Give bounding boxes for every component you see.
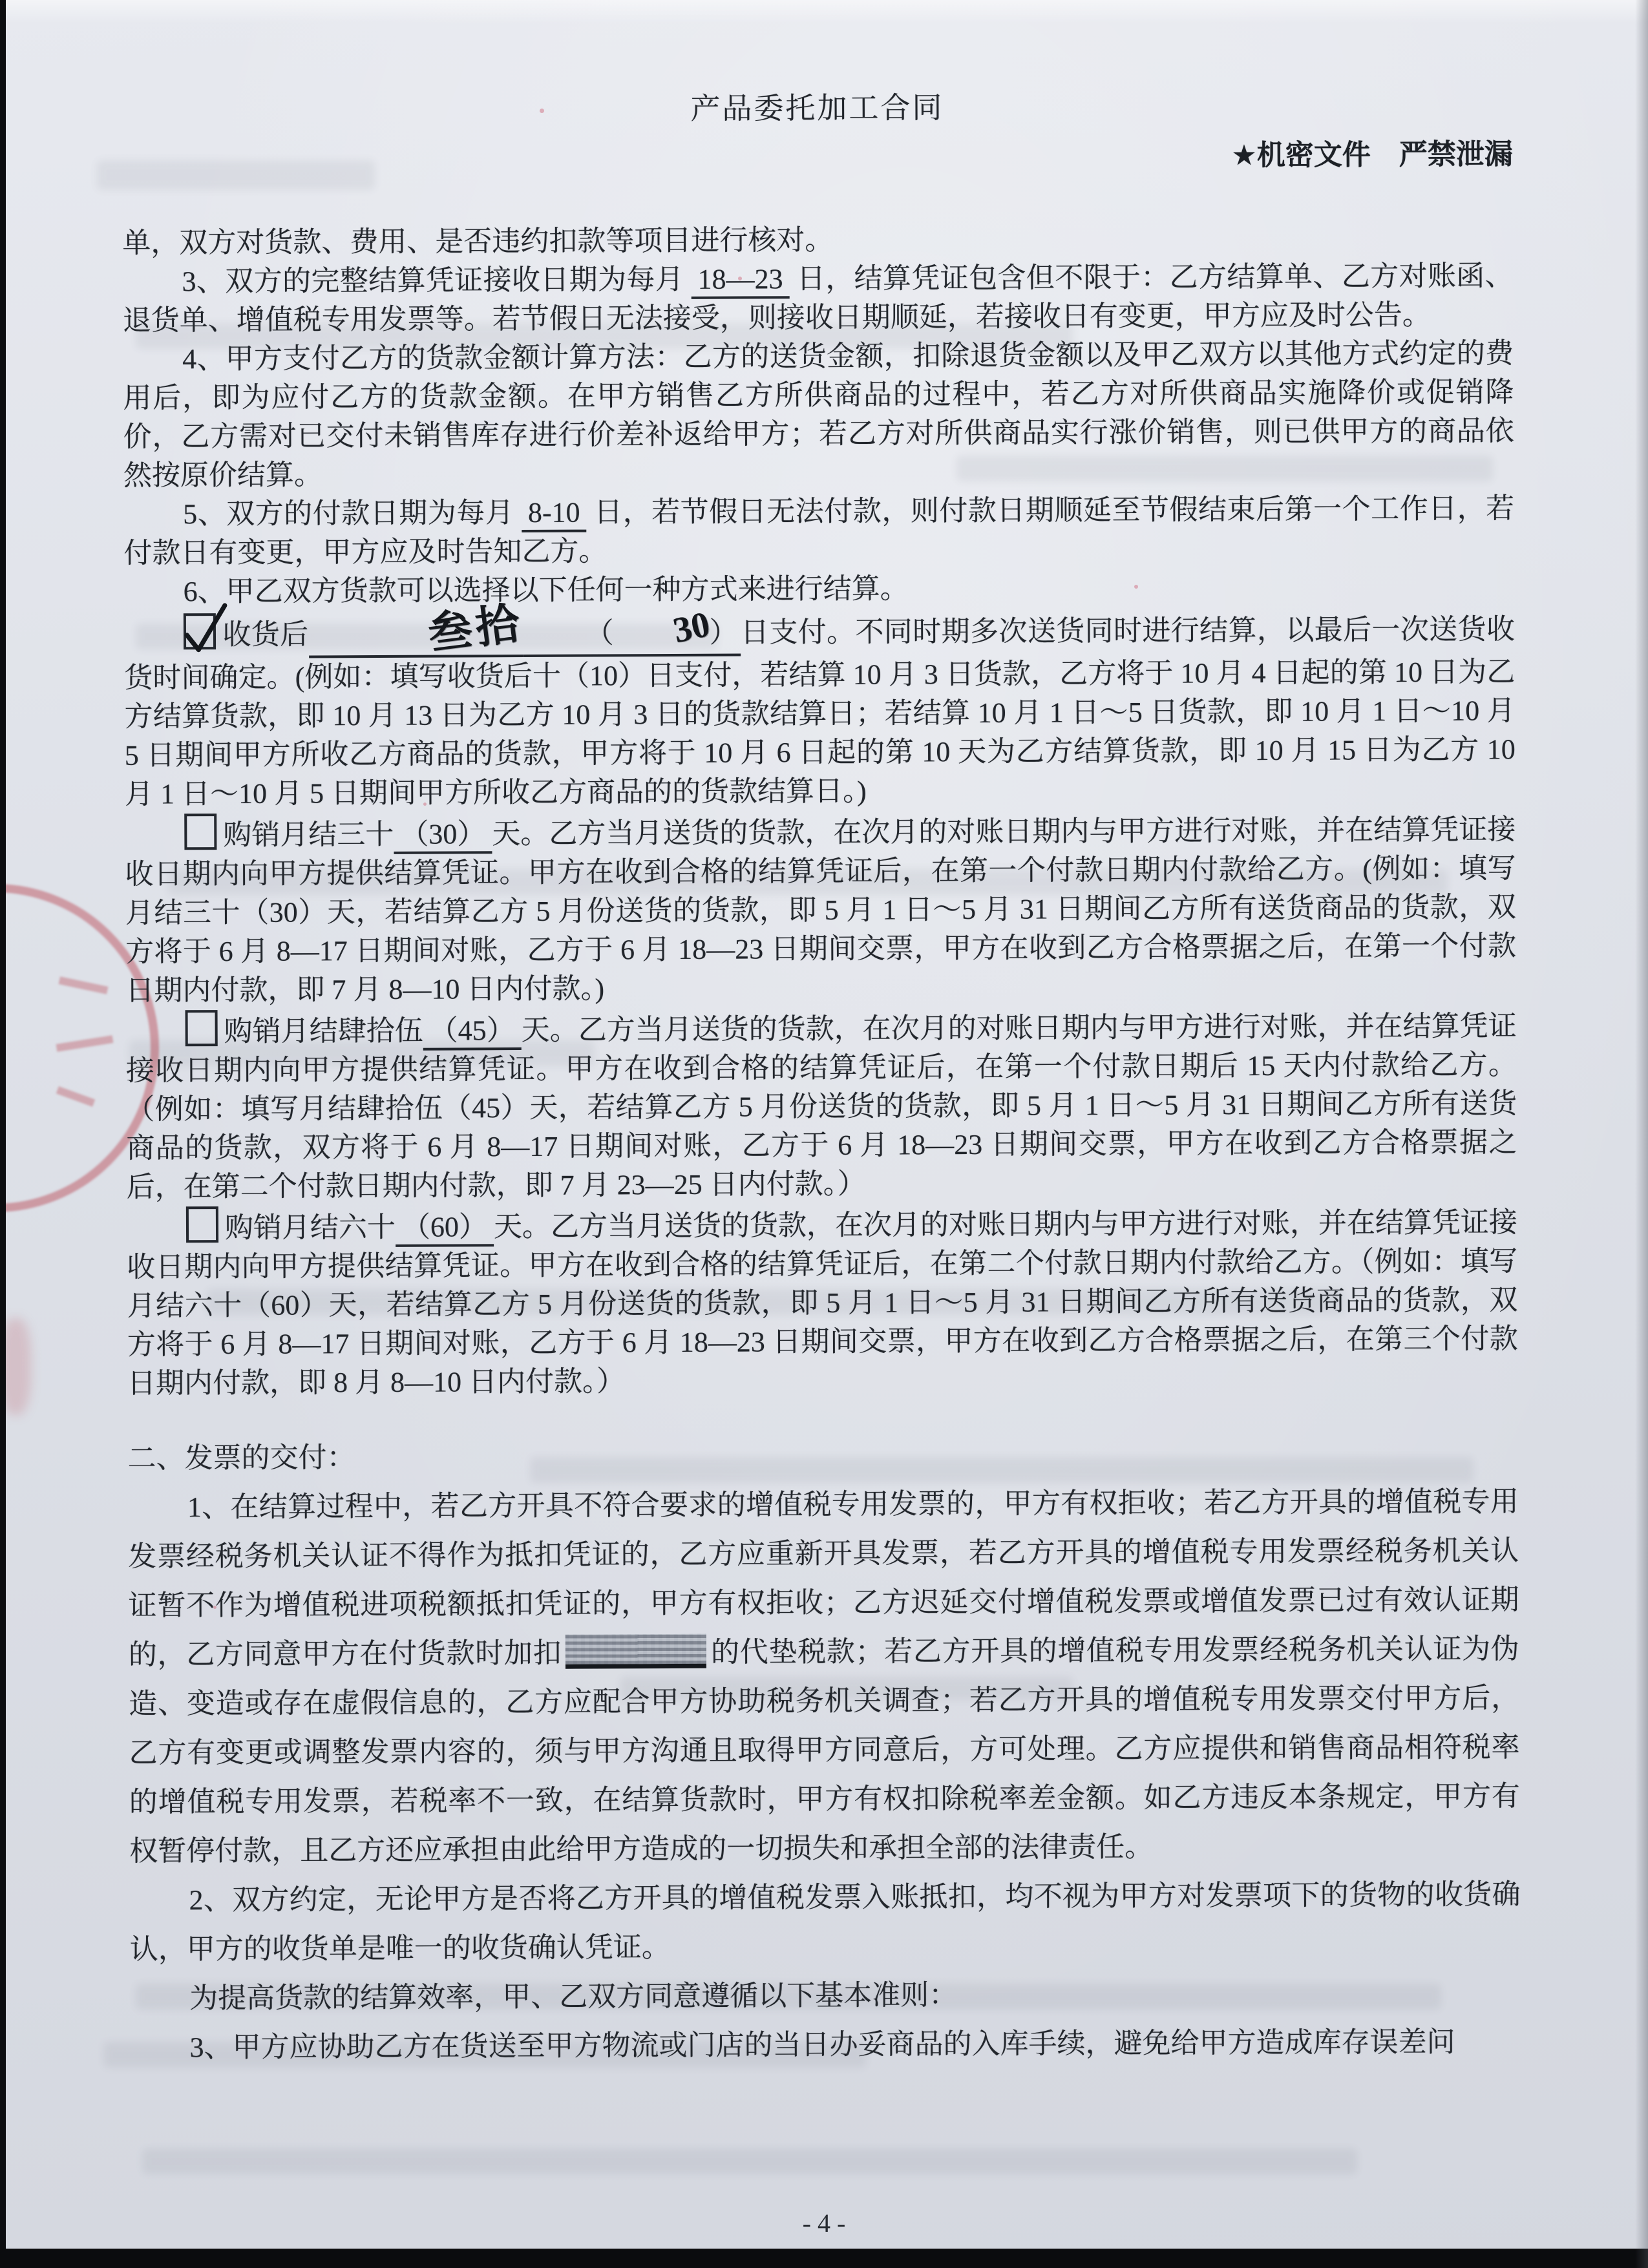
option-2-label: 购销月结三十 <box>223 818 394 852</box>
days-fill-blank <box>308 598 526 659</box>
settlement-date-range: 18—23 <box>691 263 789 299</box>
option-1-label: 收货后 <box>222 618 309 651</box>
payment-option-3 <box>126 1004 1517 1206</box>
option-3-days: （45） <box>423 1014 522 1051</box>
option-1-label: 日支付。不同时期多次送货同时进行结算，以最后一次送货收货时间确定。 <box>124 613 1516 694</box>
option-4-example: （例如：填写月结六十（60）天，若结算乙方 5 月份送货的货款，即 5 月 1 日～5 月 31 日期间乙方所有送货商品的货款，双方将于 6 月 8—17 日期间对账，乙方于 6 月 18—23 日期间交票，甲方在收到乙方合格票据之后，在第三个付款日期内付款，即 8 月 8—10 日内付款。） <box>127 1245 1518 1400</box>
option-2-example: (例如：填写月结三十（30）天，若结算乙方 5 月份送货的货款，即 5 月 1 日～5 月 31 日期间乙方所有送货商品的货款，双方将于 6 月 8—17 日期间对账，乙方于 6 月 18—23 日期间交票，甲方在收到乙方合格票据之后，在第一个付款日期内付款，即 7 月 8—10 日内付款。) <box>125 852 1517 1007</box>
option-2-label: 天。乙方当月送货的货款，在次月的对账日期内与甲方进行对账，并在结算凭证接收日期内向甲方提供结算凭证。甲方在收到合格的结算凭证后，在第一个付款日期内付款给乙方。 <box>125 814 1516 890</box>
clause-5 <box>123 489 1515 572</box>
clause-3 <box>122 257 1514 340</box>
option-4-days: （60） <box>396 1211 494 1247</box>
payment-date-range: 8-10 <box>522 497 587 532</box>
invoice-clause-2: 2、双方约定，无论甲方是否将乙方开具的增值税发票入账抵扣，均不视为甲方对发票项下的货物的收货确认，甲方的收货单是唯一的收货确认凭证。 <box>129 1878 1521 1966</box>
checkbox-checked-icon <box>184 613 216 649</box>
confidential-notice: ★机密文件 严禁泄漏 <box>1231 138 1513 172</box>
paren-close: ） <box>709 616 738 649</box>
payment-option-4 <box>127 1201 1518 1403</box>
clause-5-text: 5、双方的付款日期为每月 <box>183 497 514 530</box>
section-2-heading: 二、发票的交付： <box>127 1442 355 1475</box>
page-edge-bottom <box>0 2249 1648 2268</box>
section-invoice-delivery <box>127 1428 1521 2072</box>
page-title: 产品委托加工合同 <box>690 91 944 125</box>
clause-5-text: 日，若节假日无法付款，则付款日期顺延至节假结束后第一个工作日，若付款日有变更，甲方应及时告知乙方。 <box>123 492 1515 569</box>
footer-page-number: - 4 - <box>802 2209 846 2238</box>
clause-carryover: 单，双方对货款、费用、是否违约扣款等项目进行核对。 <box>122 224 834 259</box>
page-edge-left <box>0 0 6 2268</box>
option-3-example: （例如：填写月结肆拾伍（45）天，若结算乙方 5 月份送货的货款，即 5 月 1 日～5 月 31 日期间乙方所有送货商品的货款，双方将于 6 月 8—17 日期间对账，乙方于 6 月 18—23 日期间交票，甲方在收到乙方合格票据之后，在第二个付款日期内付款，即 7 月 23—25 日内付款。） <box>126 1087 1517 1203</box>
page-content <box>121 86 1521 2072</box>
clause-4: 4、甲方支付乙方的货款金额计算方法：乙方的送货金额，扣除退货金额以及甲乙双方以其他方式约定的费用后，即为应付乙方的货款金额。在甲方销售乙方所供商品的过程中，若乙方对所供商品实施降价或促销降价，乙方需对已交付未销售库存进行价差补返给甲方；若乙方对所供商品实行涨价销售，则已供甲方的商品依然按原价结算。 <box>123 337 1514 492</box>
option-4-label: 天。乙方当月送货的货款，在次月的对账日期内与甲方进行对账，并在结算凭证接收日期内向甲方提供结算凭证。甲方在收到合格的结算凭证后，在第二个付款日期内付款给乙方。 <box>127 1206 1518 1283</box>
payment-option-1 <box>124 598 1516 814</box>
paren-open: （ <box>585 617 614 649</box>
clause-3-text: 3、双方的完整结算凭证接收日期为每月 <box>182 263 684 298</box>
invoice-clause-1-text: 1、在结算过程中，若乙方开具不符合要求的增值税专用发票的，甲方有权拒收；若乙方开具的增值税专用发票经税务机关认证不得作为抵扣凭证的，乙方应重新开具发票，若乙方开具的增值税专用发票经税务机关认证暂不作为增值税进项税额抵扣凭证的，甲方有权拒收；乙方迟延交付增值税发票或增值发票已过有效认证期的，乙方同意甲方在付货款时加扣 <box>128 1486 1519 1671</box>
clause-6: 6、甲乙双方货款可以选择以下任何一种方式来进行结算。 <box>183 572 909 608</box>
invoice-clause-1 <box>128 1477 1521 1876</box>
option-3-label: 购销月结肆拾伍 <box>224 1014 423 1048</box>
payment-option-2 <box>125 808 1516 1010</box>
handwritten-days: 30 <box>669 604 713 651</box>
option-4-label: 购销月结六十 <box>224 1211 396 1244</box>
option-1-example: (例如：填写收货后十（10）日支付，若结算 10 月 3 日货款，乙方将于 10 月 4 日起的第 10 日为乙方结算货款，即 10 月 13 日为乙方 10 月 3 日的货款结算日；若结算 10 月 1 日～5 日货款，即 10 月 1 日～10 月 5 日期间甲方所收乙方商品的货款，甲方将于 10 月 6 日起的第 10 天为乙方结算货款，即 10 月 15 日为乙方 10 月 1 日～10 月 5 日期间甲方所收乙方商品的的货款结算日。) <box>124 656 1516 810</box>
option-2-days: （30） <box>394 818 492 854</box>
efficiency-principles-intro: 为提高货款的结算效率，甲、乙双方同意遵循以下基本准则： <box>189 1979 958 2015</box>
days-paren-group <box>523 604 740 657</box>
showthrough-ghost <box>142 2148 1357 2174</box>
redaction-block <box>565 1634 706 1669</box>
checkmark-icon <box>182 602 229 656</box>
page-edge-right <box>1635 0 1648 2268</box>
section-settlement <box>122 218 1518 1403</box>
option-3-label: 天。乙方当月送货的货款，在次月的对账日期内与甲方进行对账，并在结算凭证接收日期内向甲方提供结算凭证。甲方在收到合格的结算凭证后，在第一个付款日期后 15 天内付款给乙方。 <box>125 1010 1517 1087</box>
checkbox-unchecked-icon <box>186 1206 218 1243</box>
checkbox-unchecked-icon <box>184 814 217 850</box>
invoice-clause-3: 3、甲方应协助乙方在货送至甲方物流或门店的当日办妥商品的入库手续，避免给甲方造成库存误差问 <box>189 2026 1455 2064</box>
checkbox-unchecked-icon <box>185 1010 218 1046</box>
handwritten-amount: 叁拾 <box>425 598 526 659</box>
clause-3-text: 日，结算凭证包含但不限于：乙方结算单、乙方对账函、退货单、增值税专用发票等。若节假日无法接受，则接收日期顺延，若接收日有变更，甲方应及时公告。 <box>122 260 1514 337</box>
invoice-clause-1-text: 的代垫税款；若乙方开具的增值税专用发票经税务机关认证为伪造、变造或存在虚假信息的，乙方应配合甲方协助税务机关调查；若乙方开具的增值税专用发票交付甲方后，乙方有变更或调整发票内容的，须与甲方沟通且取得甲方同意后，方可处理。乙方应提供和销售商品相符税率的增值税专用发票，若税率不一致，在结算货款时，甲方有权扣除税率差金额。如乙方违反本条规定，甲方有权暂停付款，且乙方还应承担由此给甲方造成的一切损失和承担全部的法律责任。 <box>129 1633 1520 1867</box>
page-edge-top <box>0 0 1648 23</box>
